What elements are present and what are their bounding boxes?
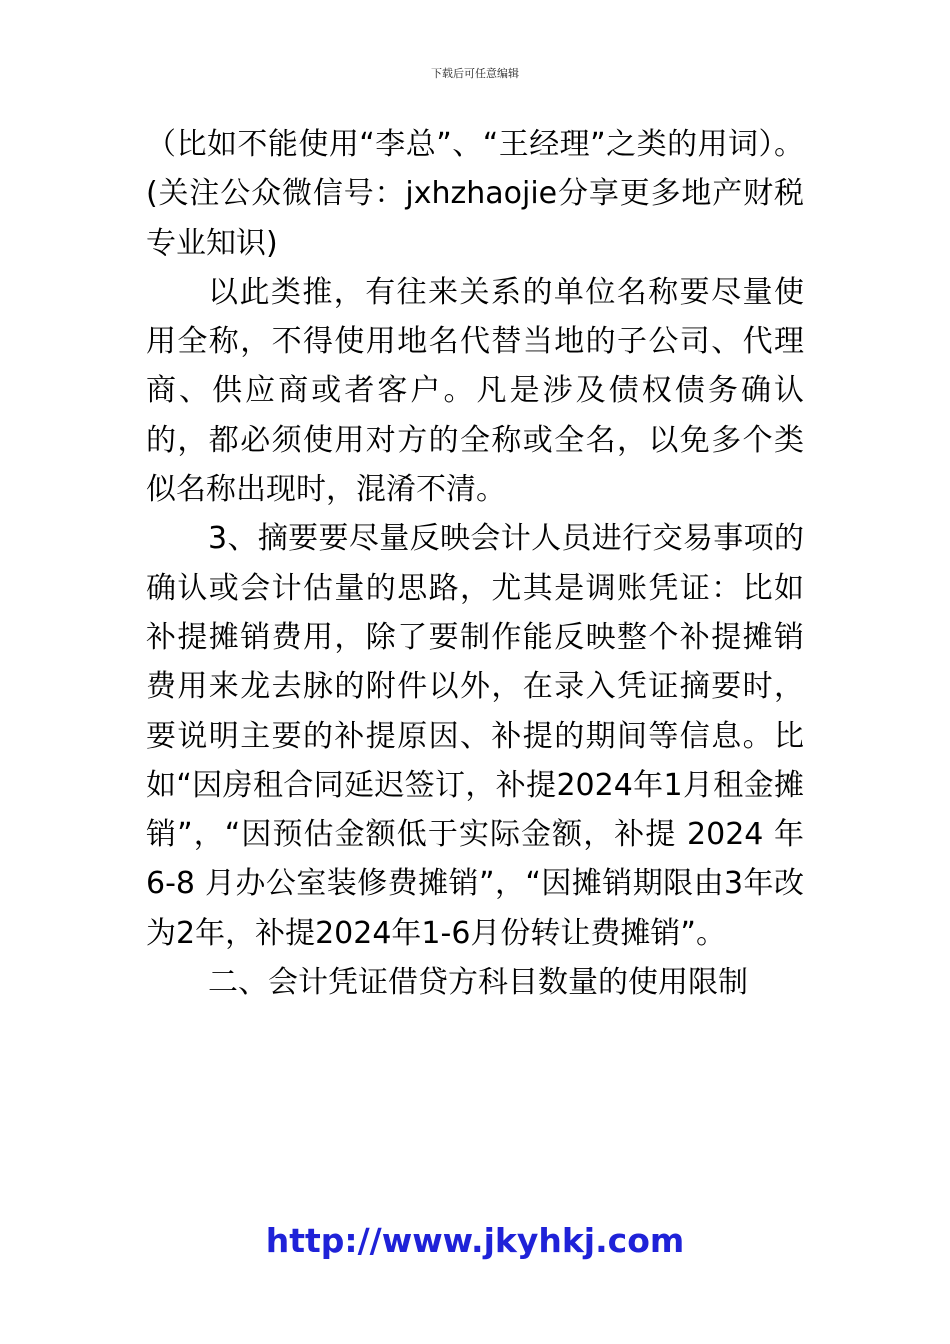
section-heading-debit-credit-limit: 二、会计凭证借贷方科目数量的使用限制 xyxy=(208,965,748,1001)
footer-website-link[interactable]: http://www.jkyhkj.com xyxy=(265,1221,685,1260)
paragraph-summary-rule: 3、摘要要尽量反映会计人员进行交易事项的确认或会计估量的思路，尤其是调账凭证：比如补提摊销费用，除了要制作能反映整个补提摊销费用来龙去脉的附件以外，在录入凭证摘要时，要说明主要的补提原因、补提的期间等信息。比如“因房租合同延迟签订，补提2024年1月租金摊销”，“因预估金额低于实际金额，补提 2024 年 6-8 月办公室装修费摊销”，“因摊销期限由3年改为2年，补提2024年1-6月份转让费摊销”。 xyxy=(146,521,804,951)
page-header: 下载后可任意编辑 xyxy=(431,67,519,80)
paragraph-naming-rule: （比如不能使用“李总”、“王经理”之类的用词）。(关注公众微信号：jxhzhaojie分享更多地产财税专业知识) xyxy=(146,127,804,261)
paragraph-full-name-rule: 以此类推，有往来关系的单位名称要尽量使用全称，不得使用地名代替当地的子公司、代理商、供应商或者客户。凡是涉及债权债务确认的，都必须使用对方的全称或全名，以免多个类似名称出现时，混淆不清。 xyxy=(146,274,804,508)
document-body xyxy=(146,120,804,1007)
